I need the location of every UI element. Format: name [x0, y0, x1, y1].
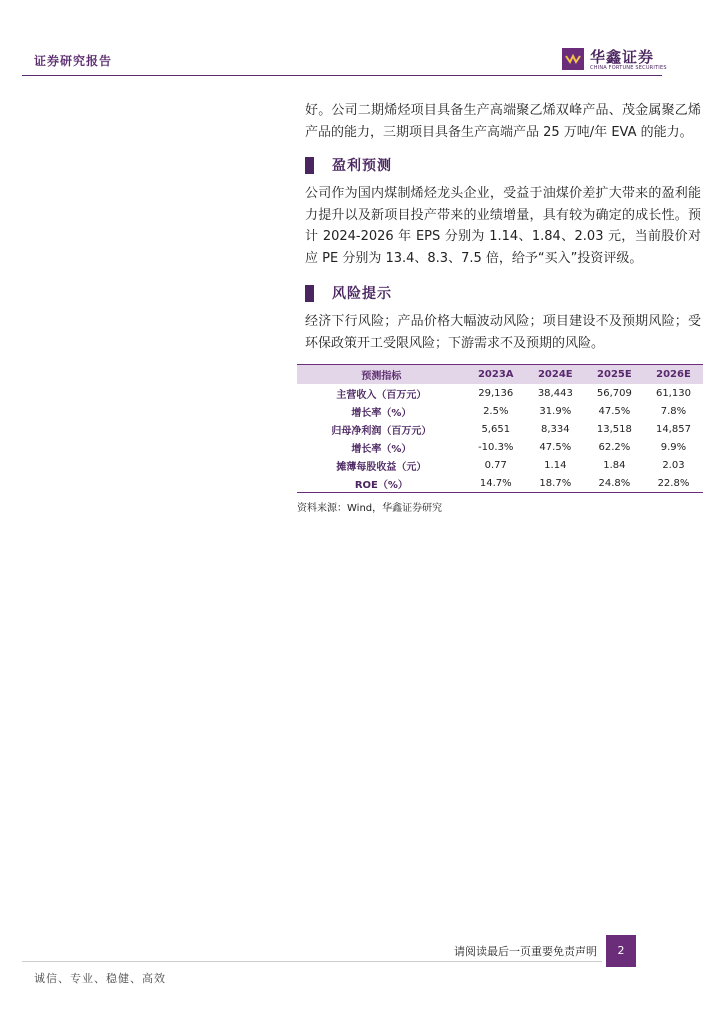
table-cell: 1.14: [544, 459, 567, 471]
table-cell: 31.9%: [539, 405, 572, 417]
row-label: 增长率（%）: [351, 407, 412, 419]
logo-text-en: CHINA FORTUNE SECURITIES: [590, 65, 667, 71]
table-cell: 7.8%: [660, 405, 687, 417]
table-cell: 47.5%: [598, 405, 631, 417]
risk-paragraph: 经济下行风险；产品价格大幅波动风险；项目建设不及预期风险；受环保政策开工受限风险；下游需求不及预期的风险。: [305, 314, 701, 351]
table-cell: 47.5%: [539, 441, 572, 453]
intro-paragraph: 好。公司二期烯烃项目具备生产高端聚乙烯双峰产品、茂金属聚乙烯产品的能力，三期项目具备生产高端产品 25 万吨/年 EVA 的能力。: [305, 103, 701, 140]
table-row: [297, 384, 703, 402]
table-cell: 1.84: [603, 459, 626, 471]
row-label: 归母净利润（百万元）: [331, 425, 432, 437]
table-cell: 38,443: [537, 387, 573, 399]
row-label: 增长率（%）: [351, 443, 412, 455]
logo-mark-icon: [562, 48, 584, 70]
page-number: 2: [606, 935, 636, 967]
row-label: 摊薄每股收益（元）: [336, 461, 427, 473]
header-divider: [22, 75, 662, 76]
table-cell: 22.8%: [644, 474, 703, 493]
logo-text-cn: 华鑫证券: [590, 48, 655, 66]
table-cell: 29,136: [478, 387, 514, 399]
section-heading-risk: [305, 283, 701, 303]
table-header-cell: 预测指标: [297, 365, 466, 385]
section-title: 风险提示: [332, 286, 392, 302]
forecast-paragraph: 公司作为国内煤制烯烃龙头企业，受益于油煤价差扩大带来的盈利能力提升以及新项目投产带来的业绩增量，具有较为确定的成长性。预计 2024-2026 年 EPS 分别为 1.14、1.84、2.03 元，当前股价对应 PE 分别为 13.4、8.3、7.5 倍，给予“买入”投资评级。: [305, 186, 701, 266]
table-cell: 18.7%: [526, 474, 585, 493]
table-header-cell: 2026E: [644, 365, 703, 385]
report-type-label: 证券研究报告: [34, 54, 113, 68]
footer-divider: [22, 961, 602, 962]
section-bar: [305, 285, 314, 302]
section-title: 盈利预测: [332, 158, 392, 174]
table-cell: 62.2%: [598, 441, 631, 453]
table-header-row: [297, 365, 703, 385]
table-cell: 14,857: [655, 423, 691, 435]
row-label: ROE（%）: [297, 474, 466, 493]
section-heading-forecast: [305, 155, 701, 175]
table-row: [297, 420, 703, 438]
table-cell: -10.3%: [478, 441, 514, 453]
table-header-cell: 2023A: [466, 365, 526, 385]
section-bar: [305, 157, 314, 174]
company-logo: [562, 46, 672, 74]
table-row: [297, 474, 703, 493]
table-cell: 13,518: [596, 423, 632, 435]
table-header-cell: 2024E: [526, 365, 585, 385]
table-row: [297, 402, 703, 420]
disclaimer-note: 请阅读最后一页重要免责声明: [454, 945, 597, 958]
table-cell: 0.77: [484, 459, 507, 471]
table-header-cell: 2025E: [585, 365, 644, 385]
table-row: [297, 456, 703, 474]
table-cell: 5,651: [481, 423, 511, 435]
main-content: [297, 100, 701, 514]
table-row: [297, 438, 703, 456]
table-source: 资料来源：Wind，华鑫证券研究: [297, 503, 443, 514]
table-cell: 24.8%: [585, 474, 644, 493]
table-cell: 2.03: [662, 459, 685, 471]
table-cell: 2.5%: [483, 405, 509, 417]
table-cell: 14.7%: [466, 474, 526, 493]
table-cell: 8,334: [540, 423, 570, 435]
table-cell: 56,709: [596, 387, 632, 399]
company-motto: 诚信、专业、稳健、高效: [34, 972, 166, 985]
row-label: 主营收入（百万元）: [336, 389, 427, 401]
table-cell: 9.9%: [660, 441, 687, 453]
forecast-table: [297, 364, 703, 493]
table-cell: 61,130: [655, 387, 691, 399]
